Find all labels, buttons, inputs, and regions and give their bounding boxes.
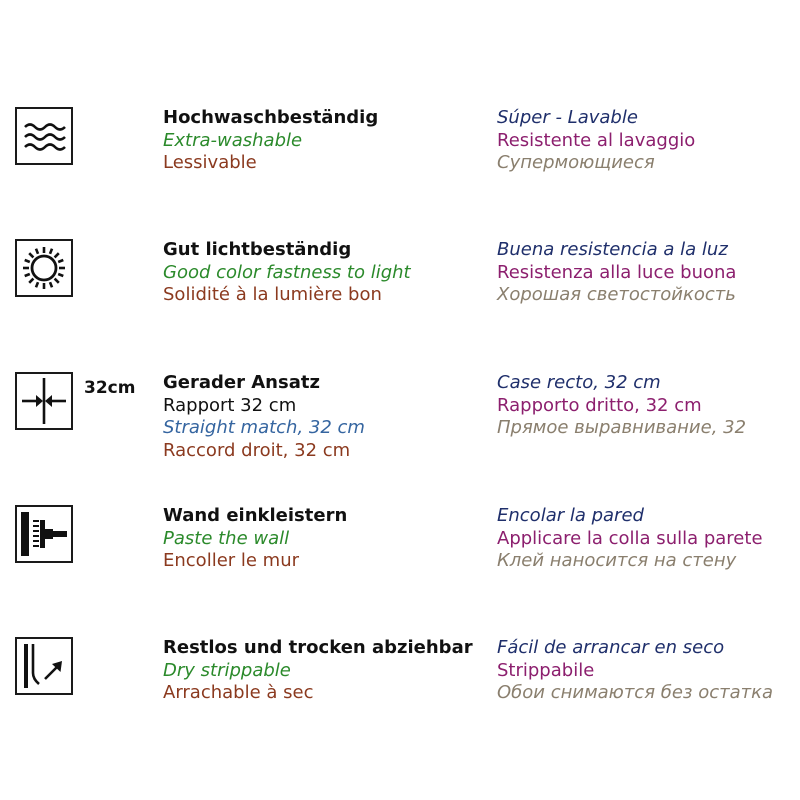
column-german-english-french — [163, 637, 493, 705]
text-russian: Хорошая светостойкость — [497, 284, 736, 305]
text-russian: Прямое выравнивание, 32 — [497, 417, 747, 438]
text-french: Raccord droit, 32 cm — [163, 439, 351, 461]
symbol-row-paste-wall — [0, 505, 800, 585]
text-spanish: Súper - Lavable — [497, 107, 638, 128]
text-italian: Applicare la colla sulla parete — [497, 527, 763, 549]
text-german: Restlos und trocken abziehbar — [163, 637, 473, 658]
text-english: Paste the wall — [163, 527, 290, 549]
text-english: Extra-washable — [163, 129, 303, 151]
symbol-row-lightfast — [0, 239, 800, 319]
paste-wall-icon — [15, 505, 73, 563]
text-spanish: Encolar la pared — [497, 505, 644, 526]
text-french: Solidité à la lumière bon — [163, 284, 382, 305]
text-english: Dry strippable — [163, 659, 291, 681]
text-english: Straight match, 32 cm — [163, 417, 365, 438]
text-russian: Супермоющиеся — [497, 152, 655, 173]
text-german: Gerader Ansatz — [163, 372, 320, 393]
text-spanish: Buena resistencia a la luz — [497, 239, 728, 260]
text-russian: Клей наносится на стену — [497, 550, 737, 571]
straight-match-icon — [15, 372, 73, 430]
column-german-english-french — [163, 505, 493, 573]
column-spanish-italian-russian — [497, 107, 800, 175]
text-french: Lessivable — [163, 152, 257, 173]
text-russian: Обои снимаются без остатка — [497, 682, 774, 703]
column-german-english-french — [163, 239, 493, 307]
text-german-repeat: Rapport 32 cm — [163, 394, 297, 416]
symbol-row-washable — [0, 107, 800, 187]
text-spanish: Case recto, 32 cm — [497, 372, 661, 393]
text-italian: Rapporto dritto, 32 cm — [497, 394, 702, 416]
text-german: Wand einkleistern — [163, 505, 348, 526]
symbol-row-dry-strippable — [0, 637, 800, 717]
sun-icon — [15, 239, 73, 297]
dry-strippable-icon — [15, 637, 73, 695]
column-spanish-italian-russian — [497, 505, 800, 573]
repeat-size-label: 32cm — [84, 378, 136, 398]
text-italian: Resistenza alla luce buona — [497, 261, 737, 283]
text-spanish: Fácil de arrancar en seco — [497, 637, 725, 658]
symbol-row-straight-match — [0, 372, 800, 461]
text-french: Encoller le mur — [163, 550, 300, 571]
text-italian: Resistente al lavaggio — [497, 129, 696, 151]
column-spanish-italian-russian — [497, 637, 800, 705]
text-italian: Strippabile — [497, 659, 595, 681]
text-english: Good color fastness to light — [163, 261, 411, 283]
column-spanish-italian-russian — [497, 239, 800, 307]
column-german-english-french — [163, 372, 493, 462]
waves-icon — [15, 107, 73, 165]
text-german: Gut lichtbeständig — [163, 239, 352, 260]
text-french: Arrachable à sec — [163, 682, 314, 703]
column-spanish-italian-russian — [497, 372, 800, 440]
text-german: Hochwaschbeständig — [163, 107, 379, 128]
column-german-english-french — [163, 107, 493, 175]
